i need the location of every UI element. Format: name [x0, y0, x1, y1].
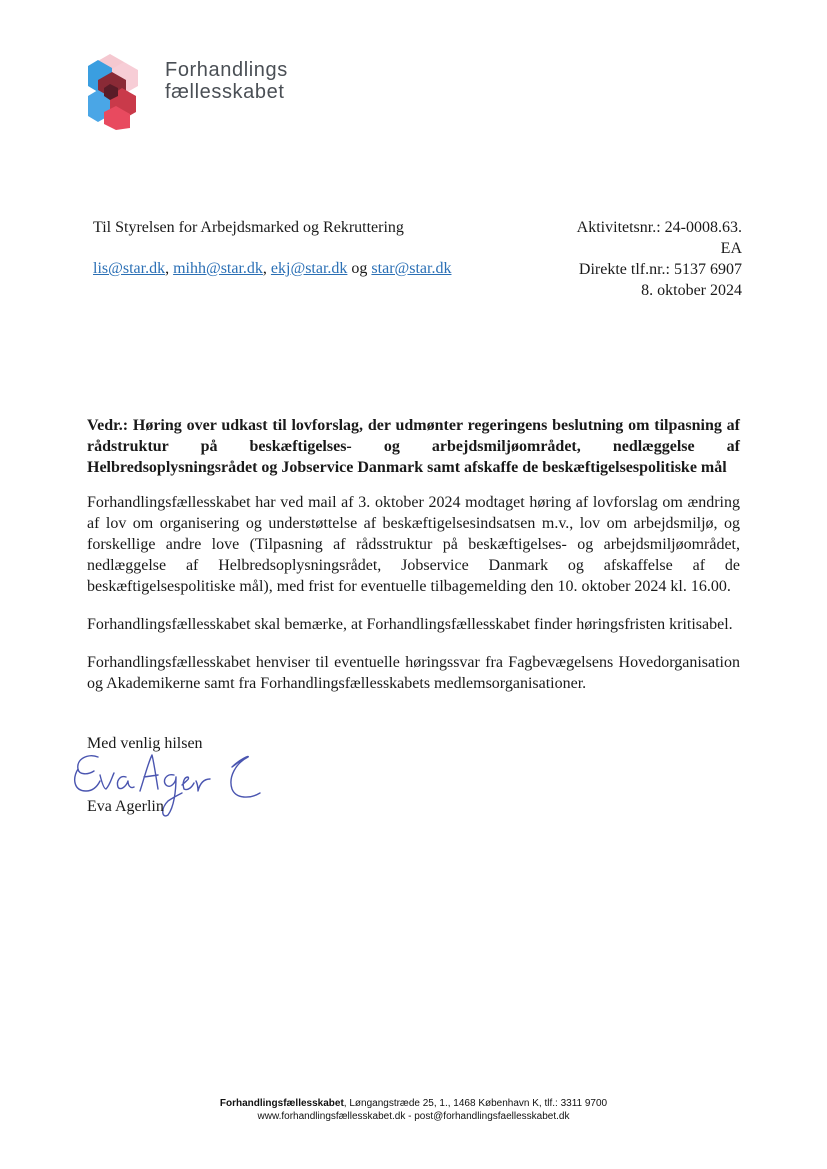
- letter-date: 8. oktober 2024: [641, 282, 742, 299]
- footer-web-email: www.forhandlingsfællesskabet.dk - post@forhandlingsfaellesskabet.dk: [257, 1111, 570, 1122]
- direct-phone: Direkte tlf.nr.: 5137 6907: [578, 261, 742, 278]
- letter-body: [87, 492, 740, 711]
- footer-address-line: [0, 1097, 827, 1110]
- initials: EA: [720, 240, 742, 257]
- email-separator: ,: [165, 260, 174, 277]
- activity-number: Aktivitetsnr.: 24-0008.63.: [576, 219, 742, 236]
- signer-name: Eva Agerlin: [87, 798, 164, 815]
- email-conjunction: og: [347, 260, 372, 277]
- closing-greeting: Med venlig hilsen: [87, 735, 203, 752]
- email-link-mihh[interactable]: mihh@star.dk: [173, 260, 263, 277]
- email-link-star[interactable]: star@star.dk: [371, 260, 452, 277]
- body-paragraph-1: Forhandlingsfællesskabet har ved mail af 3. oktober 2024 modtaget høring af lovforslag om ændring af lov om organisering og understøttelse af beskæftigelsesindsatsen m.v., lov om arbejdsmiljø, og forskellige andre love (Tilpasning af rådsstruktur på beskæftigelses- og arbejdsmiljøområdet, nedlæggelse af Helbredsoplysningsrådet, Jobservice Danmark og afskaffelse af de beskæftigelsespolitiske mål), med frist for eventuelle tilbagemelding den 10. oktober 2024 kl. 16.00.: [87, 494, 740, 595]
- email-link-ekj[interactable]: ekj@star.dk: [270, 260, 348, 277]
- email-separator: ,: [262, 260, 271, 277]
- body-paragraph-3: Forhandlingsfællesskabet henviser til eventuelle høringssvar fra Fagbevægelsens Hovedorganisation og Akademikerne samt fra Forhandlingsfællesskabets medlemsorganisationer.: [87, 654, 740, 692]
- recipient: Til Styrelsen for Arbejdsmarked og Rekruttering: [93, 219, 404, 236]
- body-paragraph-2: Forhandlingsfællesskabet skal bemærke, at Forhandlingsfællesskabet finder høringsfristen kritisabel.: [87, 616, 733, 633]
- reference-block: [577, 217, 742, 301]
- logo-text-line1: Forhandlings: [165, 59, 288, 81]
- email-list: [93, 258, 451, 279]
- email-link-lis[interactable]: lis@star.dk: [93, 260, 166, 277]
- footer-address: , Løngangstræde 25, 1., 1468 København K, tlf.: 3311 9700: [343, 1098, 608, 1109]
- logo-text-line2: fællesskabet: [165, 81, 285, 103]
- subject-line: Vedr.: Høring over udkast til lovforslag, der udmønter regeringens beslutning om tilpasning af rådstruktur på beskæftigelses- og arbejdsmiljøområdet, nedlæggelse af Helbredsoplysningsrådet og Jobservice Danmark samt afskaffe de beskæftigelsespolitiske mål: [87, 417, 740, 476]
- footer: [0, 1097, 827, 1123]
- footer-org-name: Forhandlingsfællesskabet: [219, 1098, 344, 1109]
- logo: [88, 50, 328, 130]
- logo-mark-icon: [88, 50, 152, 130]
